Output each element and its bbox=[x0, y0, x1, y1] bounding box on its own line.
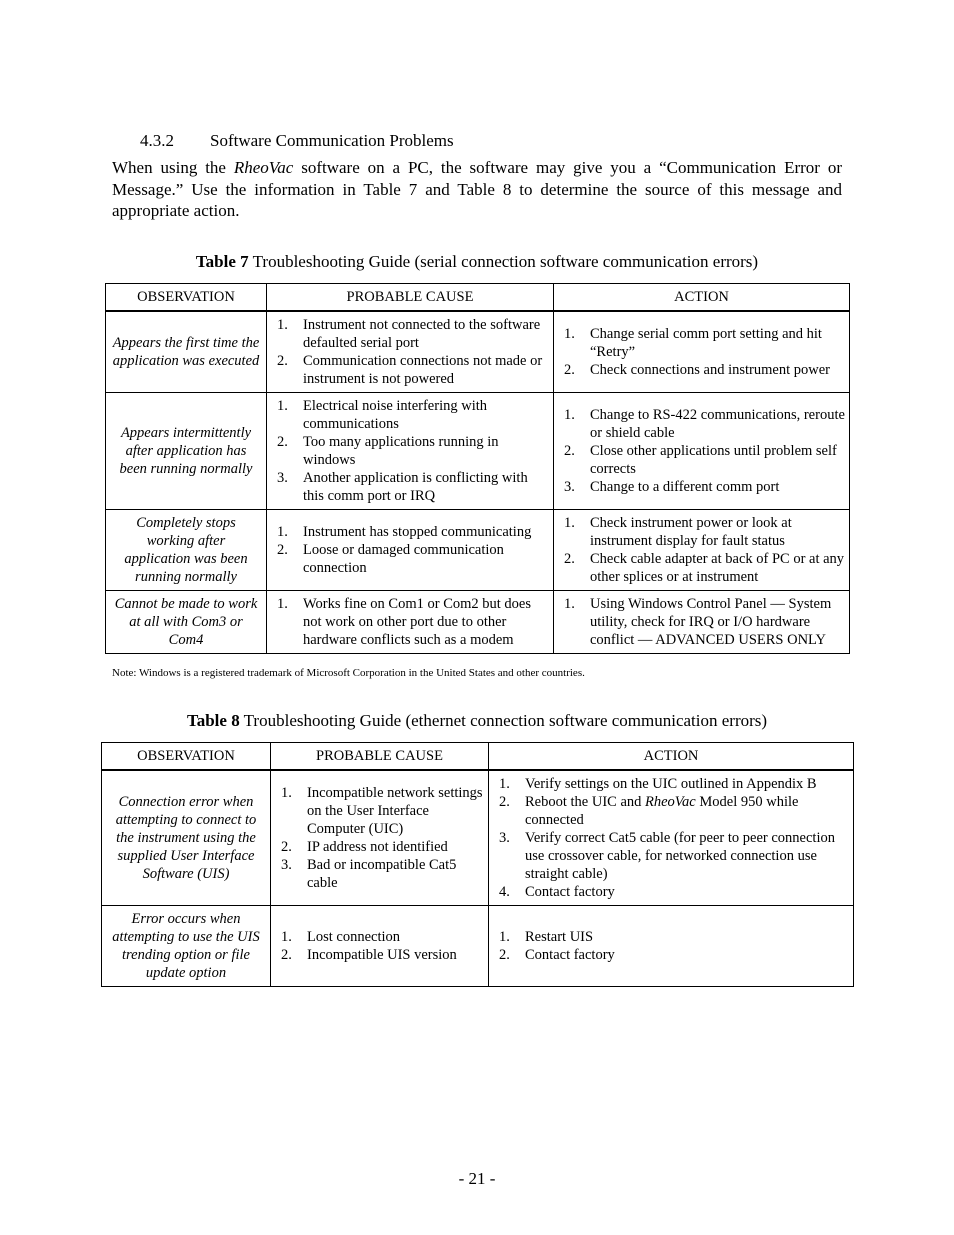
list-item: 4. Contact factory bbox=[499, 884, 615, 900]
list-item: 2. Close other applications until problem self corrects bbox=[564, 443, 837, 477]
trademark-note: Note: Windows is a registered trademark of Microsoft Corporation in the United States and other countries. bbox=[112, 667, 585, 679]
action-cell bbox=[554, 510, 850, 591]
list-item: 2. Check connections and instrument power bbox=[564, 362, 830, 378]
list-item: 1. Works fine on Com1 or Com2 but does not work on other port due to other hardware conflicts such as a modem bbox=[277, 596, 531, 648]
cause-cell bbox=[267, 591, 554, 654]
table8-caption bbox=[0, 711, 954, 731]
list-item: 1. Restart UIS bbox=[499, 929, 594, 945]
list-item: 1. Verify settings on the UIC outlined in Appendix B bbox=[499, 776, 817, 792]
table8-label: Table 8 bbox=[186, 711, 240, 730]
table-row bbox=[106, 311, 850, 393]
observation-header: OBSERVATION bbox=[102, 743, 271, 771]
list-item: 2. Communication connections not made or instrument is not powered bbox=[277, 353, 543, 387]
list-item: 3. Verify correct Cat5 cable (for peer to peer connection use crossover cable, for networked connection use straight cable) bbox=[499, 830, 835, 882]
list-item: 2. Contact factory bbox=[499, 947, 615, 963]
section-number: 4.3.2 bbox=[140, 131, 174, 150]
cause-cell bbox=[271, 770, 489, 906]
action-cell bbox=[489, 906, 854, 987]
observation-cell: Completely stops working after application was been running normally bbox=[106, 510, 267, 591]
list-item: 1. Instrument not connected to the software defaulted serial port bbox=[277, 317, 541, 351]
table7-serial-troubleshooting bbox=[105, 283, 850, 654]
action-header: ACTION bbox=[554, 284, 850, 312]
action-cell bbox=[489, 770, 854, 906]
cause-cell bbox=[267, 311, 554, 393]
observation-cell: Cannot be made to work at all with Com3 or Com4 bbox=[106, 591, 267, 654]
list-item: 2. Loose or damaged communication connection bbox=[277, 542, 504, 576]
table-row bbox=[102, 770, 854, 906]
list-item: 2. IP address not identified bbox=[281, 839, 448, 855]
action-header: ACTION bbox=[489, 743, 854, 771]
list-item: 2. Incompatible UIS version bbox=[281, 947, 457, 963]
probable-cause-header: PROBABLE CAUSE bbox=[267, 284, 554, 312]
cause-cell bbox=[267, 393, 554, 510]
intro-text-after: software on a PC, the software may give you a “Communication Error or Message.” Use the information in Table 7 and Table 8 to determine the source of this message and appropriate action. bbox=[112, 158, 842, 220]
section-title: Software Communication Problems bbox=[210, 131, 454, 150]
list-item: 1. Electrical noise interfering with communications bbox=[277, 398, 487, 432]
product-name: RheoVac bbox=[233, 158, 294, 177]
table7-caption-text: Troubleshooting Guide (serial connection software communication errors) bbox=[248, 252, 759, 271]
table-row bbox=[106, 393, 850, 510]
observation-header: OBSERVATION bbox=[106, 284, 267, 312]
table7-header-row bbox=[106, 284, 850, 312]
page-number: - 21 - bbox=[458, 1169, 496, 1188]
action-cell bbox=[554, 393, 850, 510]
list-item: 3. Bad or incompatible Cat5 cable bbox=[281, 857, 457, 891]
table7-caption bbox=[0, 252, 954, 272]
product-name: RheoVac bbox=[645, 794, 696, 810]
action-cell bbox=[554, 311, 850, 393]
action-cell bbox=[554, 591, 850, 654]
list-item: 2. Reboot the UIC and RheoVac Model 950 while connected bbox=[499, 794, 799, 828]
probable-cause-header: PROBABLE CAUSE bbox=[271, 743, 489, 771]
intro-paragraph bbox=[112, 157, 842, 222]
list-item: 2. Check cable adapter at back of PC or at any other splices or at instrument bbox=[564, 551, 845, 585]
list-item: 1. Incompatible network settings on the User Interface Computer (UIC) bbox=[281, 785, 483, 837]
observation-cell: Appears intermittently after application has been running normally bbox=[106, 393, 267, 510]
table8-caption-text: Troubleshooting Guide (ethernet connection software communication errors) bbox=[239, 711, 768, 730]
observation-cell: Connection error when attempting to connect to the instrument using the supplied User Interface Software (UIS) bbox=[102, 770, 271, 906]
observation-cell: Appears the first time the application was executed bbox=[106, 311, 267, 393]
list-item: 3. Another application is conflicting with this comm port or IRQ bbox=[277, 470, 528, 504]
list-item: 1. Instrument has stopped communicating bbox=[277, 524, 532, 540]
table8-ethernet-troubleshooting bbox=[101, 742, 854, 987]
list-item: 1. Using Windows Control Panel — System utility, check for IRQ or I/O hardware conflict — ADVANCED USERS ONLY bbox=[564, 596, 832, 648]
list-item: 1. Change serial comm port setting and hit “Retry” bbox=[564, 326, 822, 360]
table-row bbox=[106, 510, 850, 591]
table-row bbox=[106, 591, 850, 654]
list-item: 1. Lost connection bbox=[281, 929, 401, 945]
list-item: 2. Too many applications running in windows bbox=[277, 434, 499, 468]
section-heading bbox=[140, 131, 454, 151]
table-row bbox=[102, 906, 854, 987]
cause-cell bbox=[267, 510, 554, 591]
observation-cell: Error occurs when attempting to use the UIS trending option or file update option bbox=[102, 906, 271, 987]
list-item: 1. Change to RS-422 communications, reroute or shield cable bbox=[564, 407, 845, 441]
cause-cell bbox=[271, 906, 489, 987]
list-item: 1. Check instrument power or look at instrument display for fault status bbox=[564, 515, 792, 549]
intro-text-before: When using the bbox=[112, 158, 234, 177]
list-item: 3. Change to a different comm port bbox=[564, 479, 780, 495]
table7-label: Table 7 bbox=[195, 252, 249, 271]
table8-header-row bbox=[102, 743, 854, 771]
